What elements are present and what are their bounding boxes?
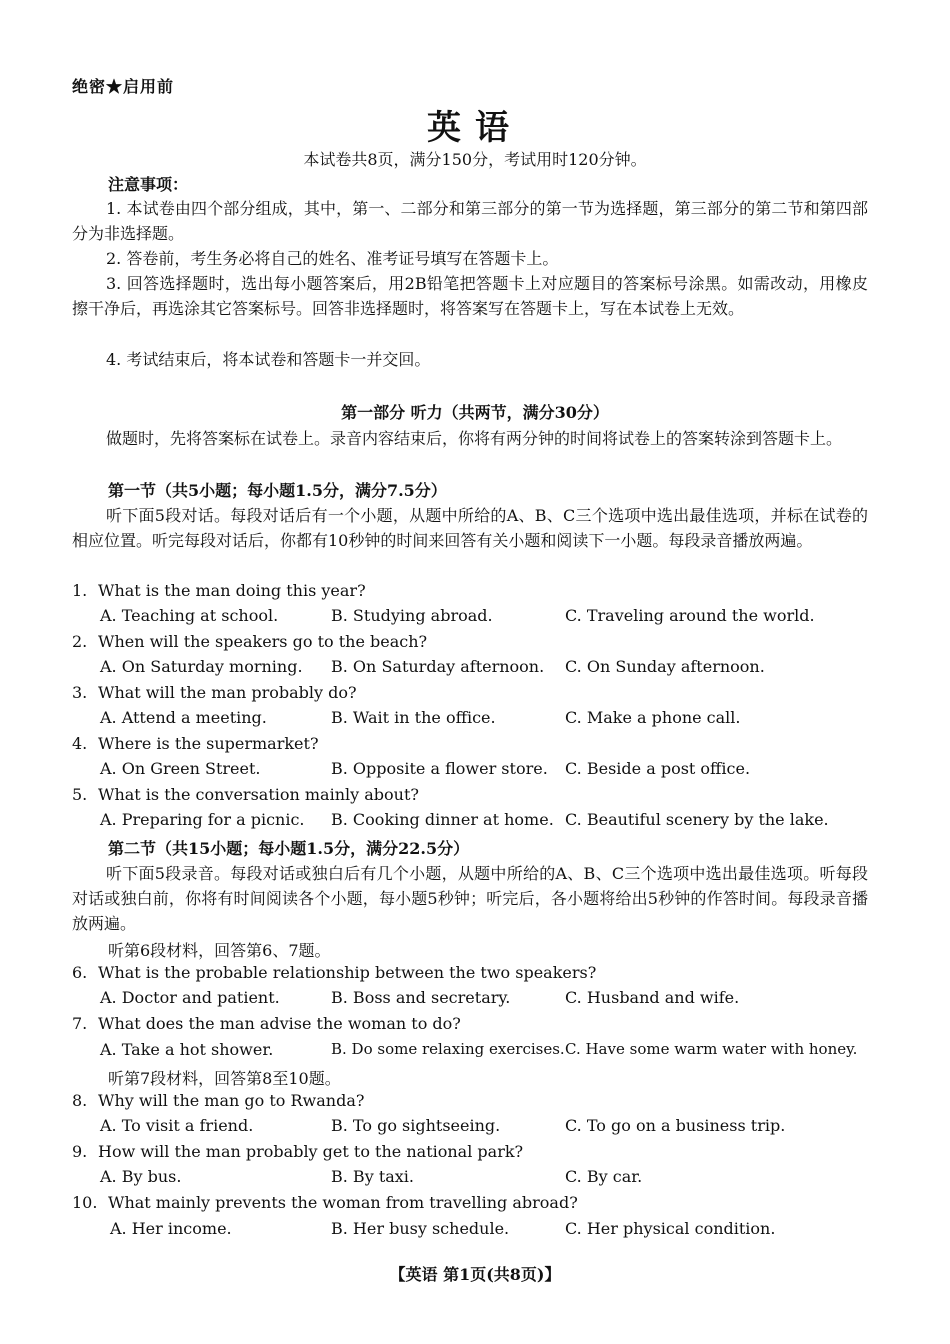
question-6 (72, 963, 596, 982)
option-b: B. Boss and secretary. (331, 988, 511, 1007)
option-a: A. Her income. (110, 1219, 232, 1238)
section2-title: 第二节（共15小题；每小题1.5分，满分22.5分） (108, 839, 470, 858)
question-text: What is the conversation mainly about? (98, 785, 419, 804)
option-a: A. Teaching at school. (100, 606, 279, 625)
option-c: C. Husband and wife. (565, 988, 740, 1007)
option-a: A. Attend a meeting. (100, 708, 267, 727)
question-5 (72, 785, 419, 804)
question-number: 2. (72, 632, 88, 651)
notice-item-3: 3. 回答选择题时，选出每小题答案后，用2B铅笔把答题卡上对应题目的答案标号涂黑。如需改动，用橡皮擦干净后，再选涂其它答案标号。回答非选择题时，将答案写在答题卡上，写在本试卷上无效。 (72, 274, 868, 318)
question-1 (72, 581, 366, 600)
option-b: B. To go sightseeing. (331, 1116, 501, 1135)
question-text: How will the man probably get to the national park? (98, 1142, 524, 1161)
question-text: Why will the man go to Rwanda? (98, 1091, 365, 1110)
option-b: B. Studying abroad. (331, 606, 493, 625)
option-c: C. Her physical condition. (565, 1219, 776, 1238)
option-b: B. Do some relaxing exercises. (331, 1040, 565, 1058)
part1-intro: 做题时，先将答案标在试卷上。录音内容结束后，你将有两分钟的时间将试卷上的答案转涂到答题卡上。 (106, 429, 843, 448)
question-9 (72, 1142, 523, 1161)
notice-item-4: 4. 考试结束后，将本试卷和答题卡一并交回。 (106, 350, 431, 369)
section1-intro: 听下面5段对话。每段对话后有一个小题，从题中所给的A、B、C三个选项中选出最佳选项，并标在试卷的相应位置。听完每段对话后，你都有10秒钟的时间来回答有关小题和阅读下一小题。每段录音播放两遍。 (72, 506, 868, 550)
question-8 (72, 1091, 364, 1110)
option-c: C. Beautiful scenery by the lake. (565, 810, 829, 829)
option-b: B. Her busy schedule. (331, 1219, 510, 1238)
question-number: 6. (72, 963, 88, 982)
question-text: Where is the supermarket? (98, 734, 319, 753)
option-a: A. Take a hot shower. (100, 1040, 274, 1059)
question-number: 5. (72, 785, 88, 804)
question-4 (72, 734, 319, 753)
question-2 (72, 632, 427, 651)
option-c: C. By car. (565, 1167, 643, 1186)
question-number: 9. (72, 1142, 88, 1161)
page-footer: 【英语 第1页(共8页)】 (389, 1265, 561, 1284)
option-b: B. Wait in the office. (331, 708, 496, 727)
option-b: B. On Saturday afternoon. (331, 657, 545, 676)
material-6-note: 听第6段材料，回答第6、7题。 (108, 941, 331, 960)
question-7 (72, 1014, 461, 1033)
option-c: C. Beside a post office. (565, 759, 751, 778)
page-title: 英语 (427, 108, 523, 148)
notice-item-2: 2. 答卷前，考生务必将自己的姓名、准考证号填写在答题卡上。 (106, 249, 559, 268)
option-c: C. Make a phone call. (565, 708, 741, 727)
option-c: C. Have some warm water with honey. (565, 1040, 858, 1058)
part1-title: 第一部分 听力（共两节，满分30分） (341, 403, 609, 422)
option-a: A. On Saturday morning. (100, 657, 303, 676)
option-a: A. Preparing for a picnic. (100, 810, 305, 829)
notice-item-1: 1. 本试卷由四个部分组成，其中，第一、二部分和第三部分的第一节为选择题，第三部分的第二节和第四部分为非选择题。 (72, 199, 868, 243)
question-number: 3. (72, 683, 88, 702)
question-number: 8. (72, 1091, 88, 1110)
option-a: A. On Green Street. (100, 759, 261, 778)
option-a: A. By bus. (100, 1167, 182, 1186)
question-text: When will the speakers go to the beach? (98, 632, 428, 651)
page-subtitle: 本试卷共8页，满分150分，考试用时120分钟。 (303, 150, 647, 169)
question-number: 4. (72, 734, 88, 753)
material-7-note: 听第7段材料，回答第8至10题。 (108, 1069, 341, 1088)
question-text: What is the man doing this year? (98, 581, 366, 600)
option-b: B. Opposite a flower store. (331, 759, 548, 778)
section1-title: 第一节（共5小题；每小题1.5分，满分7.5分） (108, 481, 447, 500)
question-text: What does the man advise the woman to do? (98, 1014, 461, 1033)
question-text: What mainly prevents the woman from travelling abroad? (108, 1193, 578, 1212)
section2-intro: 听下面5段录音。每段对话或独白后有几个小题，从题中所给的A、B、C三个选项中选出最佳选项。听每段对话或独白前，你将有时间阅读各个小题，每小题5秒钟；听完后，各小题将给出5秒钟的作答时间。每段录音播放两遍。 (72, 864, 868, 933)
question-number: 1. (72, 581, 88, 600)
option-b: B. By taxi. (331, 1167, 415, 1186)
option-a: A. To visit a friend. (100, 1116, 254, 1135)
option-a: A. Doctor and patient. (100, 988, 280, 1007)
notice-heading: 注意事项： (108, 175, 189, 194)
question-number: 10. (72, 1193, 98, 1212)
option-b: B. Cooking dinner at home. (331, 810, 554, 829)
question-10 (72, 1193, 578, 1212)
option-c: C. Traveling around the world. (565, 606, 815, 625)
option-c: C. To go on a business trip. (565, 1116, 786, 1135)
secret-label: 绝密★启用前 (72, 77, 175, 96)
question-text: What is the probable relationship between the two speakers? (98, 963, 597, 982)
question-3 (72, 683, 357, 702)
option-c: C. On Sunday afternoon. (565, 657, 765, 676)
question-number: 7. (72, 1014, 88, 1033)
question-text: What will the man probably do? (98, 683, 357, 702)
